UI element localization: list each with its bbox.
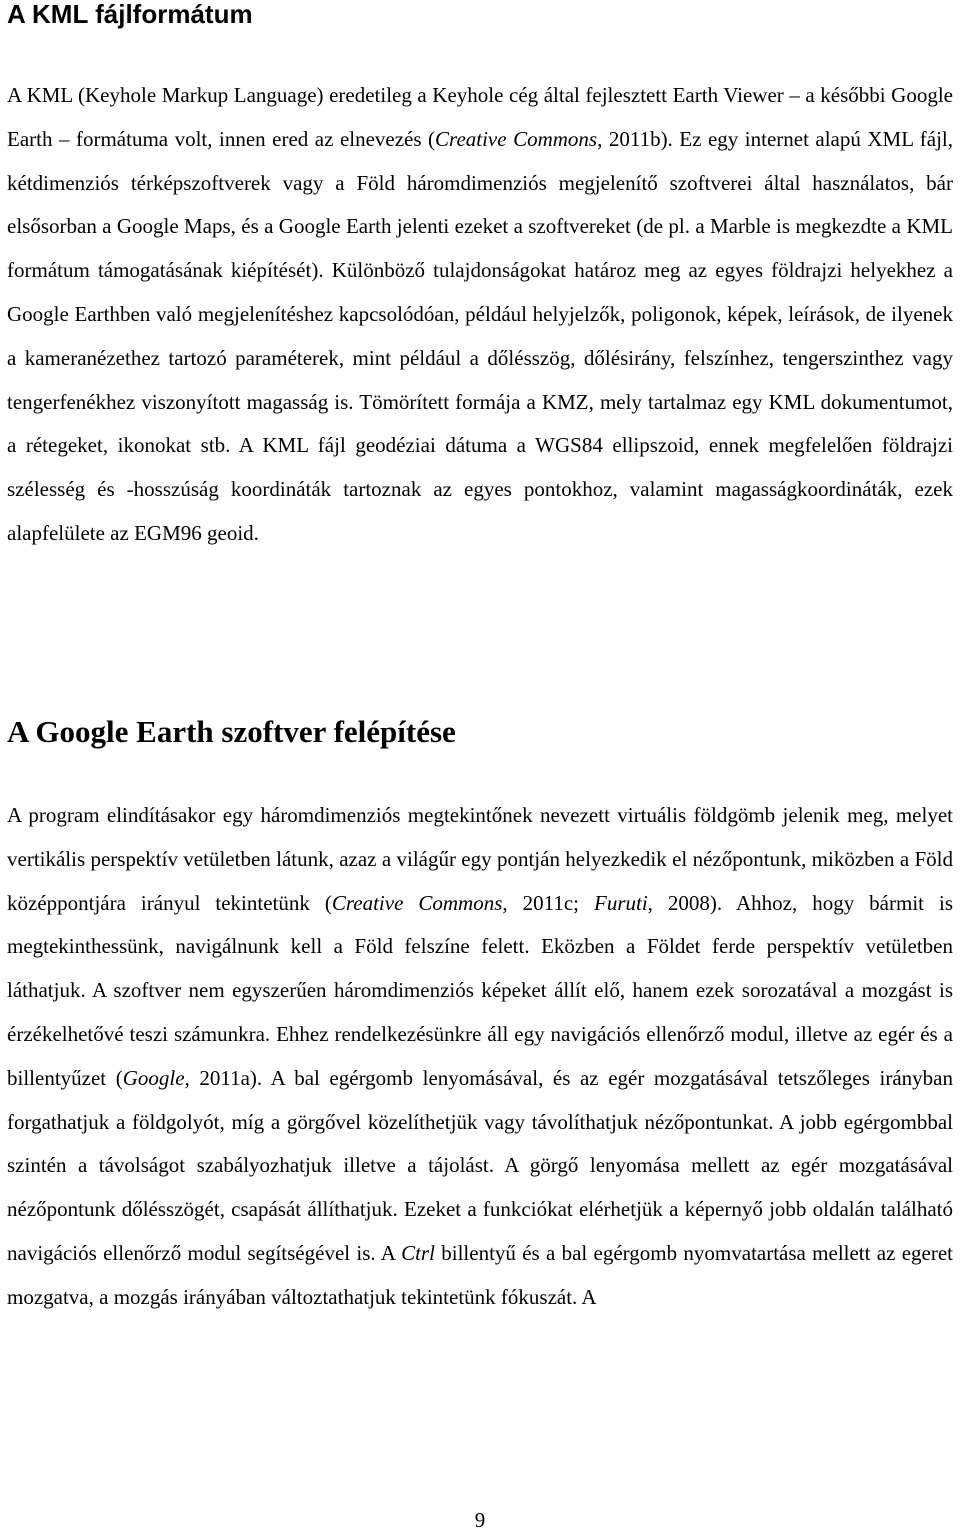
paragraph-google-earth (7, 794, 953, 1320)
page-number: 9 (474, 1508, 486, 1532)
paragraph-run: A KML (Keyhole Markup Language) eredetileg a Keyhole cég által fejlesztett Earth Viewer – a későbbi Google Earth – formátuma volt, innen ered az elnevezés ( (7, 83, 953, 151)
key-name-italic: Ctrl (401, 1240, 435, 1265)
paragraph-run: 2011c; (507, 890, 594, 915)
citation-italic: Google (122, 1065, 185, 1090)
citation-italic: Creative Commons, (331, 890, 508, 915)
paragraph-run: A program elindításakor egy háromdimenziós megtekintőnek nevezett virtuális földgömb jelenik meg, melyet vertikális perspektív vetületben látunk, azaz a világűr egy pontján helyezkedik el nézőpontunk, miközben a Föld középpontjára irányul tekintetünk ( (7, 803, 953, 915)
section-title-kml: A KML fájlformátum (7, 0, 253, 29)
paragraph-kml (7, 74, 953, 556)
citation-italic: Creative Commons (435, 126, 598, 151)
paragraph-run: , 2011b). Ez egy internet alapú XML fájl, kétdimenziós térképszoftverek vagy a Föld háromdimenziós megjelenítő szoftverei által használatos, bár elsősorban a Google Maps, és a Google Earth jelenti ezeket a szoftvereket (de pl. a Marble is megkezdte a KML formátum támogatásának kiépítését). Különböző tulajdonságokat határoz meg az egyes földrajzi helyekhez a Google Earthben való megjelenítéshez kapcsolódóan, például helyjelzők, poligonok, képek, leírások, de ilyenek a kameranézethez tartozó paraméterek, mint például a dőlésszög, dőlésirány, felszínhez, tengerszinthez vagy tengerfenékhez viszonyított magasság is. Tömörített formája a KMZ, mely tartalmaz egy KML dokumentumot, a rétegeket, ikonokat stb. A KML fájl geodéziai dátuma a WGS84 ellipszoid, ennek megfelelően földrajzi szélesség és -hosszúság koordináták tartoznak az egyes pontokhoz, valamint magasságkoordináták, ezek alapfelülete az EGM96 geoid. (7, 126, 953, 545)
section-title-google-earth: A Google Earth szoftver felépítése (7, 714, 456, 749)
paragraph-run: billentyű és a bal egérgomb nyomvatartása mellett az egeret mozgatva, a mozgás irányában változtathatjuk tekintetünk fókuszát. A (7, 1240, 953, 1309)
citation-italic: Furuti (594, 890, 648, 915)
paragraph-run: , 2008). Ahhoz, hogy bármit is megtekinthessünk, navigálnunk kell a Föld felszíne felett. Eközben a Földet ferde perspektív vetületben láthatjuk. A szoftver nem egyszerűen háromdimenziós képeket állít elő, hanem ezek sorozatával a mozgást is érzékelhetővé teszi számunkra. Ehhez rendelkezésünkre áll egy navigációs ellenőrző modul, illetve az egér és a billentyűzet ( (7, 890, 953, 1090)
paragraph-run: , 2011a). A bal egérgomb lenyomásával, és az egér mozgatásával tetszőleges irányban forgathatjuk a földgolyót, míg a görgővel közelíthetjük vagy távolíthatjuk nézőpontunkat. A jobb egérgombbal szintén a távolságot szabályozhatjuk illetve a tájolást. A görgő lenyomása mellett az egér mozgatásával nézőpontunk dőlésszögét, csapását állíthatjuk. Ezeket a funkciókat elérhetjük a képernyő jobb oldalán található navigációs ellenőrző modul segítségével is. A (7, 1065, 953, 1265)
